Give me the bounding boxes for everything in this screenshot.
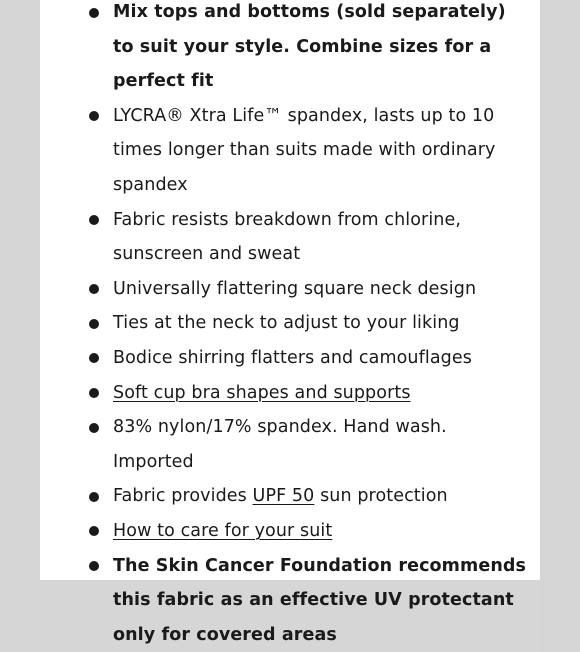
feature-item-fabric-resists (40, 203, 540, 272)
feature-list (40, 0, 540, 652)
product-details-panel (40, 0, 540, 580)
feature-text: 83% nylon/17% spandex. Hand wash. Imported (113, 417, 447, 472)
feature-item-skin-cancer-foundation (40, 549, 540, 652)
care-instructions-link[interactable]: How to care for your suit (113, 521, 332, 541)
feature-text: Fabric provides (113, 486, 253, 506)
feature-text: The Skin Cancer Foundation recommends this fabric as an effective UV protectant only for covered areas (113, 556, 526, 645)
soft-cup-bra-link[interactable]: Soft cup bra shapes and supports (113, 383, 411, 403)
feature-text: Universally flattering square neck design (113, 279, 476, 299)
feature-text: Ties at the neck to adjust to your liking (113, 313, 460, 333)
feature-text: sun protection (314, 486, 447, 506)
feature-text: Fabric resists breakdown from chlorine, sunscreen and sweat (113, 210, 461, 265)
feature-item-material (40, 410, 540, 479)
feature-item-neck-ties (40, 306, 540, 341)
left-margin (0, 0, 40, 652)
right-margin (540, 0, 580, 652)
upf-50-link[interactable]: UPF 50 (253, 486, 315, 506)
feature-item-bodice-shirring (40, 341, 540, 376)
feature-text: Mix tops and bottoms (sold separately) to suit your style. Combine sizes for a perfect fit (113, 2, 506, 91)
feature-item-square-neck (40, 272, 540, 307)
feature-text: Bodice shirring flatters and camouflages (113, 348, 472, 368)
feature-item-upf (40, 479, 540, 514)
feature-item-soft-cup (40, 376, 540, 411)
feature-item-mix-and-match (40, 0, 540, 99)
feature-text: LYCRA® Xtra Life™ spandex, lasts up to 10 times longer than suits made with ordinary spandex (113, 106, 495, 195)
feature-item-care (40, 514, 540, 549)
feature-item-lycra (40, 99, 540, 203)
